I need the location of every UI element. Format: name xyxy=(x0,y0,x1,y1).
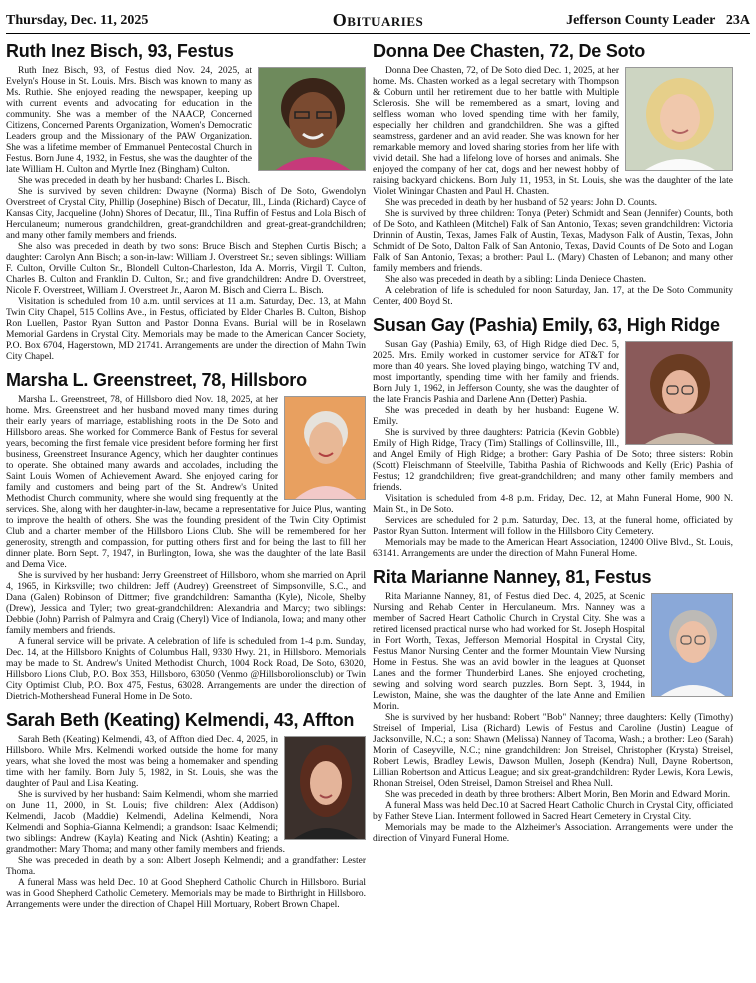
portrait-photo xyxy=(625,67,733,171)
obituary-paragraph: She was preceded in death by her husband of 52 years: John D. Counts. xyxy=(385,198,658,208)
obituary-heading: Marsha L. Greenstreet, 78, Hillsboro xyxy=(6,370,307,390)
paper-and-page xyxy=(566,13,750,29)
obituary-nanney xyxy=(373,566,733,845)
obituary-paragraph: She was preceded in death by a son: Albert Joseph Kelmendi; and a grandfather: Lester Thoma. xyxy=(6,856,366,877)
section-title: Obituaries xyxy=(332,10,424,30)
paper-name: Jefferson County Leader xyxy=(566,13,716,28)
obituary-paragraph: Susan Gay (Pashia) Emily, 63, of High Ridge died Dec. 5, 2025. Mrs. Emily worked in customer service for AT&T for more than 40 years. She loved playing bingo, watching TV and, most importantly, spending time with her family and friends. Born July 1, 1962, in Jefferson County, she was the daughter of the late Francis Pashia and Darlene Ann (Detter) Pashia. xyxy=(373,340,619,405)
obituary-chasten xyxy=(373,40,733,308)
obituary-paragraph: She is survived by her husband: Saim Kelmendi, whom she married on June 11, 2000, in St. Louis; five children: Alex (Addison) Kelmendi, Jacob (Maddie) Kelmendi, Adelina Kelmendi, Nora Kelmendi and Sophia-Gianna Kelmendi; a grandson: Isaac Kelmendi; two siblings: Andrew (Kayla) Keating and Nick (Ashtin) Keating; a grandmother: Mary Thoma; and many other family members and friends. xyxy=(6,790,285,855)
portrait-photo xyxy=(651,593,733,697)
portrait-photo xyxy=(284,736,366,840)
obituary-paragraph: She is survived by her husband: Jerry Greenstreet of Hillsboro, whom she married on April 4, 1965, in Kirksville; two children: Jeff (Audrey) Greenstreet of Simpsonville, S.C., and Dana (Galen) Robinson of Dittmer; five grandchildren: Samantha (Kyle), Nicole, Shelby (Drew), Jessica and Tyler; two great-grandchildren: Alexandria and Marcy; two siblings: Debbie (John) Parrish of Palmyra and Craig (Cheryl) Vice of Indianola, Iowa; and many other family members and friends. xyxy=(6,571,366,636)
page-number: 23A xyxy=(725,13,750,28)
obituary-paragraph: Ruth Inez Bisch, 93, of Festus died Nov. 24, 2025, at Evelyn's House in St. Louis. Mrs. Bisch was known to many as Ms. Ruthie. She enjoyed reading the newspaper, keeping up with current events and advocating for education in the community. She was a member of the NAACP, Concerned Citizens, Concerned Parents Organization, Women's Democratic Leaders group and the Missionary of the PAW Organization. She was a lifetime member of Emmanuel Pentecostal Church in Festus. Born June 4, 1932, in Festus, she was the daughter of the late William H. Culton and Myrtle Inez (Bingham) Culton. xyxy=(6,66,252,175)
obituary-greenstreet xyxy=(6,369,366,703)
obituary-paragraph: She also was preceded in death by a sibling: Linda Deniece Chasten. xyxy=(385,275,647,285)
obituary-heading: Sarah Beth (Keating) Kelmendi, 43, Affton xyxy=(6,710,355,730)
obituary-paragraph: Memorials may be made to the Alzheimer's Association. Arrangements were under the direction of Vinyard Funeral Home. xyxy=(373,823,733,844)
portrait-photo xyxy=(625,341,733,445)
obituary-heading: Susan Gay (Pashia) Emily, 63, High Ridge xyxy=(373,315,720,335)
obituary-paragraph: Services are scheduled for 2 p.m. Saturday, Dec. 13, at the funeral home, officiated by Pastor Ryan Sutton. Interment will follow in the Hillsboro City Cemetery. xyxy=(373,516,733,537)
masthead xyxy=(6,6,750,34)
obituary-paragraph: She is survived by her husband: Robert "Bob" Nanney; three daughters: Kelly (Timothy) Streisel of Imperial, Lisa (Richard) Lewis of Festus and Caroline (Justin) League of Jacksonville, N.C.; a son: Shawn (Melissa) Nanney of Tacoma, Wash.; a brother: Leo (Sarah) Morin of Caseyville, N.C.; nine grandchildren: Jon Streisel, Christopher (Krysta) Streisel, Robert Lewis, Bradley Lewis, Dawson Mullen, Joseph (Kendra) Null, Dayne Robertson, Lillian Robertson and Atticus League; and six great-grandchildren: Ryder Lewis, Kora Lewis, Rhonan Streisel, Oden Streisel, Damon Streisel and Rhea Null. xyxy=(373,713,733,789)
obituary-paragraph: Memorials may be made to the American Heart Association, 12400 Olive Blvd., St. Louis, 63141. Arrangements are under the direction of Mahn Funeral Home. xyxy=(373,538,733,559)
obituary-heading: Donna Dee Chasten, 72, De Soto xyxy=(373,41,646,61)
obituary-paragraph: She was preceded in death by three brothers: Albert Morin, Ben Morin and Edward Morin. xyxy=(385,790,731,800)
obituary-paragraph: Visitation is scheduled from 10 a.m. until services at 11 a.m. Saturday, Dec. 13, at Mahn Twin City Chapel, 515 Collins Ave., in Festus, officiated by Elder Charles B. Culton, Bishop Ron Luellen, Pastor Ryan Sutton and Pastor Donna Evans. Burial will be in Roselawn Memorial Gardens in Crystal City. Memorials may be made to the American Cancer Society, P.O. Box 6704, Hagerstown, MD 21741. Arrangements are under the direction of Mahn Twin City Chapel. xyxy=(6,297,366,362)
issue-date: Thursday, Dec. 11, 2025 xyxy=(6,13,149,28)
obituary-paragraph: A celebration of life is scheduled for noon Saturday, Jan. 17, at the De Soto Community Center, 400 Boyd St. xyxy=(373,286,733,307)
obituary-paragraph: She is survived by seven children: Dwayne (Norma) Bisch of De Soto, Gwendolyn Overstreet of Crystal City, Phillip (Josephine) Bisch of Decatur, Ill., Linda (Richard) Cayce of Kansas City, Jacqueline (John) Shores of Decatur, Ill., Tina Ruffin of Festus and Lola Bisch of Herculaneum; numerous grandchildren, great-grandchildren and great-great-grandchildren; and many other family members and friends. xyxy=(6,187,366,241)
column-right xyxy=(373,38,733,851)
obituary-paragraph: Donna Dee Chasten, 72, of De Soto died Dec. 1, 2025, at her home. Ms. Chasten worked as a legal secretary with Thompson & Coburn until her retirement due to her battle with Multiple Sclerosis. She will be remembered as a smart, loving and selfless woman who loved spending time with her family, especially her children and grandchildren. She was a gifted seamstress, gardener and an avid reader. She was known for her remarkable memory and loved sharing stories from her life with vivid detail. She had a lifelong love of horses and animals. She enjoyed the company of her cat, dogs and her newest hobby of raising backyard chickens. Born July 11, 1953, in St. Louis, she was the daughter of the late Violet Winingar Chasten and Paul H. Chasten. xyxy=(373,66,733,197)
obituary-paragraph: Marsha L. Greenstreet, 78, of Hillsboro died Nov. 18, 2025, at her home. Mrs. Greenstreet and her husband moved many times during their early years of marriage, establishing roots in the De Soto and Hillsboro areas. She worked for Commerce Bank of Festus for several years, becoming the first female vice president before forming her first business, Greenstreet Insurance Agency, which her daughter continues to operate. She obtained many awards and accolades, including the Saint Louis Women of Achievement Award. She enjoyed caring for family and customers and being part of the St. Andrew's United Methodist Church community, where she would sing frequently at the services. She, along with her daughter-in-law, became a representative for Juice Plus, wanting to improve the health of others. She was the founding president of the Twin City Optimist Club and a charter member of the Hillsboro Lions Club. She will be remembered for her generosity, strength and compassion, for putting others first and for being the last to fill her dinner plate. Born Sept. 7, 1947, in Burlington, Iowa, she was the daughter of the late Basil and Dema Vice. xyxy=(6,395,366,570)
obituary-emily xyxy=(373,314,733,560)
obituary-paragraph: A funeral service will be private. A celebration of life is scheduled from 1-4 p.m. Sunday, Dec. 14, at the Hillsboro Knights of Columbus Hall, 9330 Hwy. 21, in Hillsboro. Memorials may be made to St. Andrew's United Methodist Church, 1004 Rock Road, De Soto, 63020, Hillsboro Lions Club, P.O. Box 353, Hillsboro, 63050 (Venmo @Hillsborolionsclub) or Twin City Optimist Club, P.O. Box 475, Festus, 63028. Arrangements are under the direction of Dietrich-Mothershead Funeral Home in De Soto. xyxy=(6,637,366,702)
obituary-heading: Ruth Inez Bisch, 93, Festus xyxy=(6,41,234,61)
obituary-paragraph: Visitation is scheduled from 4-8 p.m. Friday, Dec. 12, at Mahn Funeral Home, 900 N. Main St., in De Soto. xyxy=(373,494,733,515)
obituary-paragraph: A funeral Mass was held Dec.10 at Sacred Heart Catholic Church in Crystal City, officiated by Father Steve Lian. Interment followed in Sacred Heart Cemetery in Crystal City. xyxy=(373,801,733,822)
obituary-heading: Rita Marianne Nanney, 81, Festus xyxy=(373,567,652,587)
obituary-bisch xyxy=(6,40,366,363)
column-left xyxy=(6,38,366,917)
obituary-paragraph: She was preceded in death by her husband: Charles L. Bisch. xyxy=(18,176,251,186)
obituary-paragraph: She is survived by three daughters: Patricia (Kevin Gobble) Emily of High Ridge, Tracy (Tim) Stallings of Collinsville, Ill., and Angel Emily of High Ridge; a brother: Gary Pashia of De Soto; three sisters: Robin (Scott) Fleischmann of Steelville, Tabitha Pashia of Richwoods and Kelly (Eric) Pashia of Festus; 12 grandchildren; five great-grandchildren; and many other family members and friends. xyxy=(373,428,733,493)
obituary-paragraph: She was preceded in death by her husband: Eugene W. Emily. xyxy=(373,406,619,427)
obituary-paragraph: She also was preceded in death by two sons: Bruce Bisch and Stephen Curtis Bisch; a daughter: Carolyn Ann Bisch; a son-in-law: William J. Overstreet Sr.; seven siblings: William F. Culton, Orville Culton Sr., Blondell Culton-Charleston, Ida A. Morris, Virgil T. Culton, Charles B. Culton and Franklin D. Culton, Sr.; and five grandchildren: Andre D. Overstreet, Nicole F. Overstreet, William J. Overstreet Jr., Aaron M. Bisch and Cierra L. Bisch. xyxy=(6,242,366,296)
obituary-paragraph: Rita Marianne Nanney, 81, of Festus died Dec. 4, 2025, at Scenic Nursing and Rehab Center in Herculaneum. Mrs. Nanney was a member of Sacred Heart Catholic Church in Crystal City. She was a retired licensed practical nurse who had worked for St. Joseph Hospital in Fort Worth, Texas, Jefferson Memorial Hospital in Crystal City, Festus Manor Nursing Center and the former Mountain View Nursing Home in Festus. She was an avid bowler in the leagues at Quonset Lanes and the former Thunderbird Lanes. She enjoyed crocheting, sewing and solving word search puzzles. Born Sept. 3, 1944, in Lewiston, Maine, she was the daughter of the late Anne and Emilien Morin. xyxy=(373,592,645,712)
obituary-paragraph: She is survived by three children: Tonya (Peter) Schmidt and Sean (Jennifer) Counts, both of De Soto, and Kathleen (Mitchel) Falk of San Antonio, Texas; seven grandchildren: Victoria Drinnin of Austin, Texas, James Falk of Austin, Texas, Madyson Falk of Austin, Texas, John Schmidt of De Soto, Dalton Falk of San Antonio, Texas, David Counts of De Soto and Logan Falk of San Antonio, Texas; a brother: Paul L. (Mary) Chasten of Lebanon; and many other family members and friends. xyxy=(373,209,733,274)
obituary-paragraph: Sarah Beth (Keating) Kelmendi, 43, of Affton died Dec. 4, 2025, in Hillsboro. While Mrs. Kelmendi worked outside the home for many years, what she loved the most was being a homemaker and spending time with her family. Born July 5, 1982, in St. Louis, she was the daughter of Paul and Lisa Keating. xyxy=(6,735,278,789)
obituary-paragraph: A funeral Mass was held Dec. 10 at Good Shepherd Catholic Church in Hillsboro. Burial was in Good Shepherd Catholic Cemetery. Memorials may be made to Birthright in Hillsboro. Arrangements were under the direction of Chapel Hill Mortuary, Robert Brown Chapel. xyxy=(6,878,366,910)
portrait-photo xyxy=(258,67,366,171)
portrait-photo xyxy=(284,396,366,500)
obituary-kelmendi xyxy=(6,709,366,911)
